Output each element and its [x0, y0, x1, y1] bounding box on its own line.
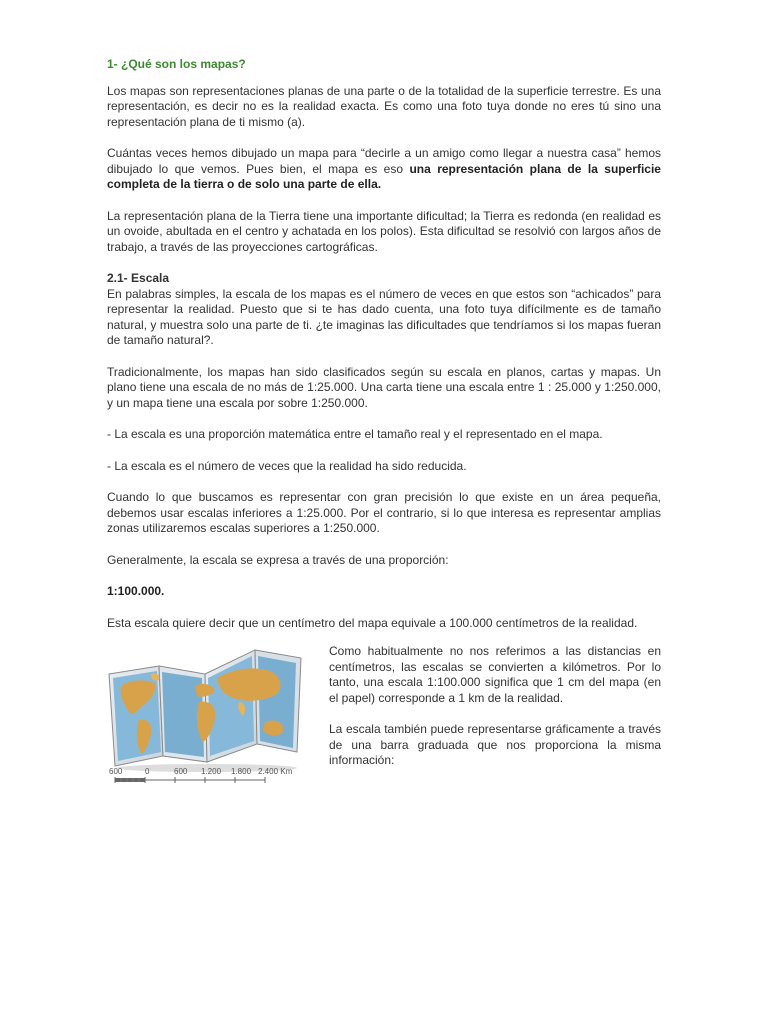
paragraph-1: Los mapas son representaciones planas de una parte o de la totalidad de la superficie terrestre. Es una representación, es decir no es la realidad exacta. Es como una foto tuya donde no eres tú sino una representación plana de ti mismo (a). [107, 83, 661, 129]
scale-tick-label: 2.400 Km [258, 767, 293, 776]
paragraph-10: Esta escala quiere decir que un centímetro del mapa equivale a 100.000 centímetros de la realidad. [107, 615, 638, 630]
paragraph-4: En palabras simples, la escala de los mapas es el número de veces en que estos son “achicados” para representar la realidad. Puesto que si te has dado cuenta, una foto tuya difícilmente es de tamaño natural, y muestra solo una parte de ti. ¿te imaginas las dificultades que tendríamos si los mapas fueran de tamaño natural?. [107, 286, 661, 347]
scale-tick-label: 600 [109, 767, 123, 776]
document-body [107, 57, 661, 814]
scale-explanation [329, 644, 661, 769]
scale-bar-segment [115, 778, 145, 782]
paragraph-2-text: Cuántas veces hemos dibujado un mapa para “decirle a un amigo como llegar a nuestra casa” hemos dibujado lo que vemos. Pues bien, el mapa es eso [107, 146, 661, 176]
scale-tick-label: 600 [174, 767, 188, 776]
side-paragraph-1: Como habitualmente no nos referimos a las distancias en centímetros, las escalas se convierten a kilómetros. Por lo tanto, una escala 1:100.000 significa que 1 cm del mapa (en el papel) corresponde a 1 km de la realidad. [329, 644, 661, 705]
scale-tick-label: 1.800 [231, 767, 252, 776]
paragraph-9: Generalmente, la escala se expresa a través de una proporción: [107, 552, 449, 567]
section-title-escala: 2.1- Escala [107, 271, 170, 285]
paragraph-8: Cuando lo que buscamos es representar con gran precisión lo que existe en un área pequeña, debemos usar escalas inferiores a 1:25.000. Por el contrario, si lo que interesa es representar amplias zonas utilizaremos escalas superiores a 1:250.000. [107, 490, 661, 535]
map-section [107, 644, 661, 814]
paragraph-6: - La escala es una proporción matemática entre el tamaño real y el representado en el mapa. [107, 427, 603, 441]
scale-tick-label: 0 [145, 767, 150, 776]
paragraph-2 [107, 146, 661, 193]
paragraph-3: La representación plana de la Tierra tiene una importante dificultad; la Tierra es redonda (en realidad es un ovoide, abultada en el centro y achatada en los polos). Esta dificultad se resolvió con largos años de trabajo, a través de las proyecciones cartográficas. [107, 208, 661, 254]
graphic-scale-bar [107, 764, 307, 794]
heading-que-son-los-mapas: 1- ¿Qué son los mapas? [107, 57, 246, 71]
paragraph-7: - La escala es el número de veces que la realidad ha sido reducida. [107, 458, 467, 473]
scale-example: 1:100.000. [107, 584, 165, 598]
scale-tick-label: 1.200 [201, 767, 222, 776]
paragraph-5: Tradicionalmente, los mapas han sido clasificados según su escala en planos, cartas y mapas. Un plano tiene una escala de no más de 1:25.000. Una carta tiene una escala entre 1 : 25.000 y 1:250.000, y un mapa tiene una escala por sobre 1:250.000. [107, 364, 661, 410]
side-paragraph-2: La escala también puede representarse gráficamente a través de una barra graduada que nos proporciona la misma información: [329, 722, 661, 767]
paragraph-2-bold: una representación plana de la superficie completa de la tierra o de solo una parte de ella. [107, 161, 661, 191]
